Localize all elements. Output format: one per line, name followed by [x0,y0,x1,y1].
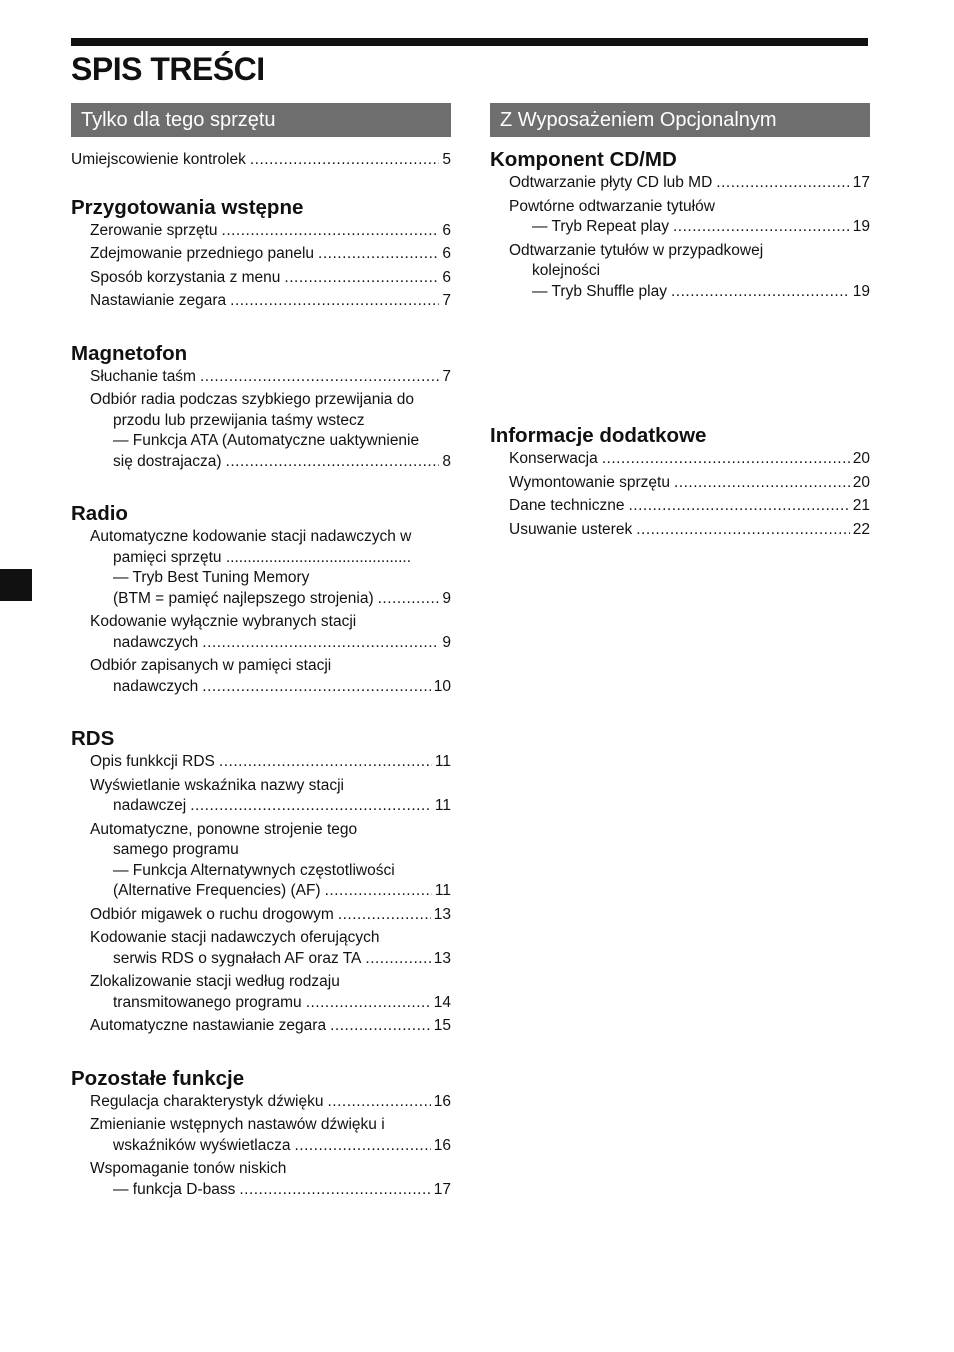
toc-entry-final-line [90,949,451,970]
toc-page-number: 13 [433,905,451,923]
toc-entry-line: Odbiór radia podczas szybkiego przewijania do [90,391,414,408]
toc-entry[interactable] [71,390,451,472]
section-heading: Informacje dodatkowe [490,424,707,447]
toc-entry-line: Wyświetlanie wskaźnika nazwy stacji [90,776,344,794]
section-heading: Przygotowania wstępne [71,195,304,219]
leader-dots [636,520,850,541]
toc-page-number: 11 [434,882,451,899]
toc-entry-line: — Funkcja ATA (Automatyczne uaktywnienie [113,432,420,449]
toc-entry-final-line [509,520,870,541]
toc-entry-line: Kodowanie wyłącznie wybranych stacji [90,613,357,630]
left-banner: Tylko dla tego sprzętu [71,103,451,137]
toc-page-number: 17 [852,174,870,191]
toc-entry-text: Automatyczne nastawianie zegara [90,1017,327,1034]
leader-dots [671,282,850,303]
leader-dots [239,1180,430,1201]
toc-entry-text: Zerowanie sprzętu [90,221,218,239]
toc-page-number: 9 [442,633,451,651]
toc-entry-intro[interactable] [71,150,451,171]
toc-section [71,195,451,312]
toc-page-number: 22 [852,520,870,538]
section-heading: Radio [71,502,128,525]
toc-entry-final-line [90,752,451,773]
toc-page-number: 16 [433,1136,451,1154]
leader-dots [338,905,431,926]
toc-entry-text: transmitowanego programu [113,993,302,1011]
toc-section [71,1066,451,1201]
leader-dots [219,752,432,773]
toc-section [490,423,870,540]
toc-page-number: 9 [442,589,451,607]
toc-entry-text: — Tryb Repeat play [532,218,669,235]
toc-entry-final-line [90,1016,451,1037]
toc-entry-text: Regulacja charakterystyk dźwięku [90,1092,324,1110]
side-tab-marker [0,569,32,601]
leader-dots [202,677,430,698]
toc-page-number: 15 [433,1017,451,1034]
toc-entry-line: Automatyczne kodowanie stacji nadawczych w [90,528,412,545]
leader-dots [250,150,440,171]
toc-section [71,341,451,473]
section-heading: Magnetofon [71,341,188,365]
toc-entry-text: się dostrajacza) [113,452,222,470]
toc-entry-text: Nastawianie zegara [90,292,227,309]
toc-entry-final-line [509,496,870,517]
toc-page-number: 11 [434,753,451,770]
left-column [71,103,451,1203]
toc-entry-text: (BTM = pamięć najlepszego strojenia) [113,589,374,607]
toc-entry-final-line [509,173,870,194]
toc-entry-line: pamięci sprzętu ........................................... [113,548,412,566]
toc-entries [71,752,451,1037]
toc-entry-line: samego programu [113,841,239,858]
section-heading: Komponent CD/MD [490,148,677,171]
toc-entry[interactable] [71,612,451,653]
toc-entry-line: Powtórne odtwarzanie tytułów [509,197,715,215]
toc-entry[interactable] [490,520,870,541]
leader-dots [628,496,849,517]
toc-page-number: 17 [433,1180,451,1198]
leader-dots [190,796,432,817]
leader-dots [306,993,431,1014]
leader-dots [226,452,440,473]
left-sections [71,174,451,1201]
toc-entry[interactable] [71,1016,451,1037]
toc-entry[interactable] [71,221,451,242]
toc-entry-line: kolejności [532,262,601,279]
toc-section [71,501,451,697]
page-title: SPIS TREŚCI [71,51,265,87]
toc-page-number: 13 [433,949,451,967]
toc-entry-text: Konserwacja [509,450,598,467]
toc-entries [490,449,870,540]
toc-entry-text: Umiejscowienie kontrolek [71,151,246,168]
toc-entry-text: Wymontowanie sprzętu [509,473,670,491]
leader-dots [378,589,440,610]
toc-entries [71,1092,451,1201]
toc-section [71,726,451,1037]
toc-entry-final-line [90,796,451,817]
toc-entry-text: wskaźników wyświetlacza [113,1136,291,1154]
toc-entry-final-line [509,282,870,303]
toc-entry-line: Automatyczne, ponowne strojenie tego [90,820,358,838]
toc-entry-line: Odtwarzanie tytułów w przypadkowej [509,241,764,259]
toc-entries [71,527,451,697]
toc-section [490,147,870,302]
toc-entry-final-line [90,905,451,926]
toc-entry-final-line [90,268,451,289]
toc-entry[interactable] [71,291,451,312]
toc-entry-text: Zdejmowanie przedniego panelu [90,245,315,262]
toc-entry-text: nadawczych [113,677,199,695]
toc-entry-final-line [90,221,451,242]
toc-entry[interactable] [490,473,870,494]
toc-entry-final-line [509,217,870,238]
toc-entry[interactable] [71,776,451,817]
leader-dots [602,449,850,470]
toc-entry[interactable] [490,241,870,303]
toc-page-number: 19 [852,218,870,235]
toc-entry-text: Opis funkkcji RDS [90,753,215,770]
toc-entry-final-line [90,244,451,265]
toc-page-number: 8 [442,452,451,470]
toc-page-number: 21 [852,497,870,514]
toc-entry-text: Słuchanie taśm [90,367,196,385]
leader-dots [673,217,850,238]
toc-entry-text: serwis RDS o sygnałach AF oraz TA [113,949,362,967]
toc-entry-final-line [90,633,451,654]
toc-entry[interactable] [490,173,870,194]
toc-entry-line: — Tryb Best Tuning Memory [113,569,310,586]
section-spacer [490,305,870,423]
toc-page-number: 20 [852,473,870,491]
toc-entry-text: Sposób korzystania z menu [90,268,281,286]
toc-entry-final-line [509,449,870,470]
leader-dots [674,473,850,494]
toc-entries [71,221,451,312]
toc-entry-final-line [90,1180,451,1201]
top-rule [71,38,868,46]
toc-entry[interactable] [71,972,451,1013]
leader-dots [200,367,439,388]
toc-page-number: 7 [442,292,451,309]
toc-page-number: 11 [434,797,451,814]
toc-entry[interactable] [71,527,451,609]
leader-dots [222,221,440,242]
toc-entry-text: (Alternative Frequencies) (AF) [113,882,321,899]
toc-entries [490,173,870,302]
toc-page-number: 14 [433,993,451,1011]
leader-dots [327,1092,430,1113]
toc-entries [71,367,451,473]
toc-entry[interactable] [71,1092,451,1113]
leader-dots [716,173,849,194]
toc-entry[interactable] [71,1115,451,1156]
toc-entry-text: Odtwarzanie płyty CD lub MD [509,174,713,191]
toc-page-number: 20 [852,450,870,467]
toc-page-number: 7 [442,367,451,385]
toc-entry-final-line [509,473,870,494]
section-spacer [71,315,451,341]
leader-dots [330,1016,431,1037]
toc-entry-line: Odbiór zapisanych w pamięci stacji [90,657,332,674]
toc-page-number: 6 [442,268,451,286]
leader-dots [318,244,439,265]
toc-entry[interactable] [490,496,870,517]
toc-entry-final-line [90,367,451,388]
toc-entry-text: nadawczej [113,797,187,814]
toc-page-number: 6 [442,245,451,262]
leader-dots [365,949,430,970]
right-column [490,103,870,543]
section-spacer [490,137,870,147]
toc-entry-final-line [90,993,451,1014]
toc-entry-line: Kodowanie stacji nadawczych oferujących [90,929,380,946]
toc-entry[interactable] [71,905,451,926]
toc-entry-final-line [90,291,451,312]
toc-entry-line: przodu lub przewijania taśmy wstecz [113,411,365,429]
section-spacer [71,1040,451,1066]
toc-entry[interactable] [71,1159,451,1200]
toc-entry-text: Odbiór migawek o ruchu drogowym [90,905,334,923]
toc-entry[interactable] [490,197,870,238]
toc-entry[interactable] [71,928,451,969]
toc-entry-final-line [90,1136,451,1157]
leader-dots [202,633,439,654]
section-spacer [71,700,451,726]
toc-entry-line: Zlokalizowanie stacji według rodzaju [90,973,340,990]
section-spacer [71,174,451,195]
toc-entry-text: Dane techniczne [509,497,625,514]
section-heading: Pozostałe funkcje [71,1066,245,1090]
toc-page-number: 5 [442,151,451,168]
leader-dots [230,291,439,312]
toc-entry-text: — funkcja D-bass [113,1180,236,1198]
toc-entry-final-line [90,589,451,610]
leader-dots [325,881,432,902]
toc-entry[interactable] [71,367,451,388]
toc-entry[interactable] [71,268,451,289]
section-spacer [71,475,451,501]
toc-entry[interactable] [71,244,451,265]
leader-dots [294,1136,430,1157]
right-sections [490,137,870,540]
toc-entry-final-line [90,1092,451,1113]
right-banner: Z Wyposażeniem Opcjonalnym [490,103,870,137]
toc-entry-text: nadawczych [113,633,199,651]
toc-entry-text: — Tryb Shuffle play [532,282,667,300]
toc-entry-final-line [90,677,451,698]
toc-entry-final-line [90,881,451,902]
toc-entry-final-line [90,452,451,473]
section-heading: RDS [71,727,115,750]
toc-entry-line: Zmienianie wstępnych nastawów dźwięku i [90,1116,385,1133]
toc-page-number: 16 [433,1092,451,1110]
toc-entry[interactable] [71,820,451,902]
leader-dots [284,268,439,289]
toc-entry[interactable] [490,449,870,470]
toc-entry[interactable] [71,656,451,697]
toc-entry-line: Wspomaganie tonów niskich [90,1160,287,1177]
toc-entry-text: Usuwanie usterek [509,520,633,538]
toc-page-number: 6 [442,221,451,239]
toc-page-number: 10 [433,677,451,695]
toc-page-number: 19 [852,282,870,300]
toc-entry[interactable] [71,752,451,773]
toc-entry-line: — Funkcja Alternatywnych częstotliwości [113,861,395,879]
